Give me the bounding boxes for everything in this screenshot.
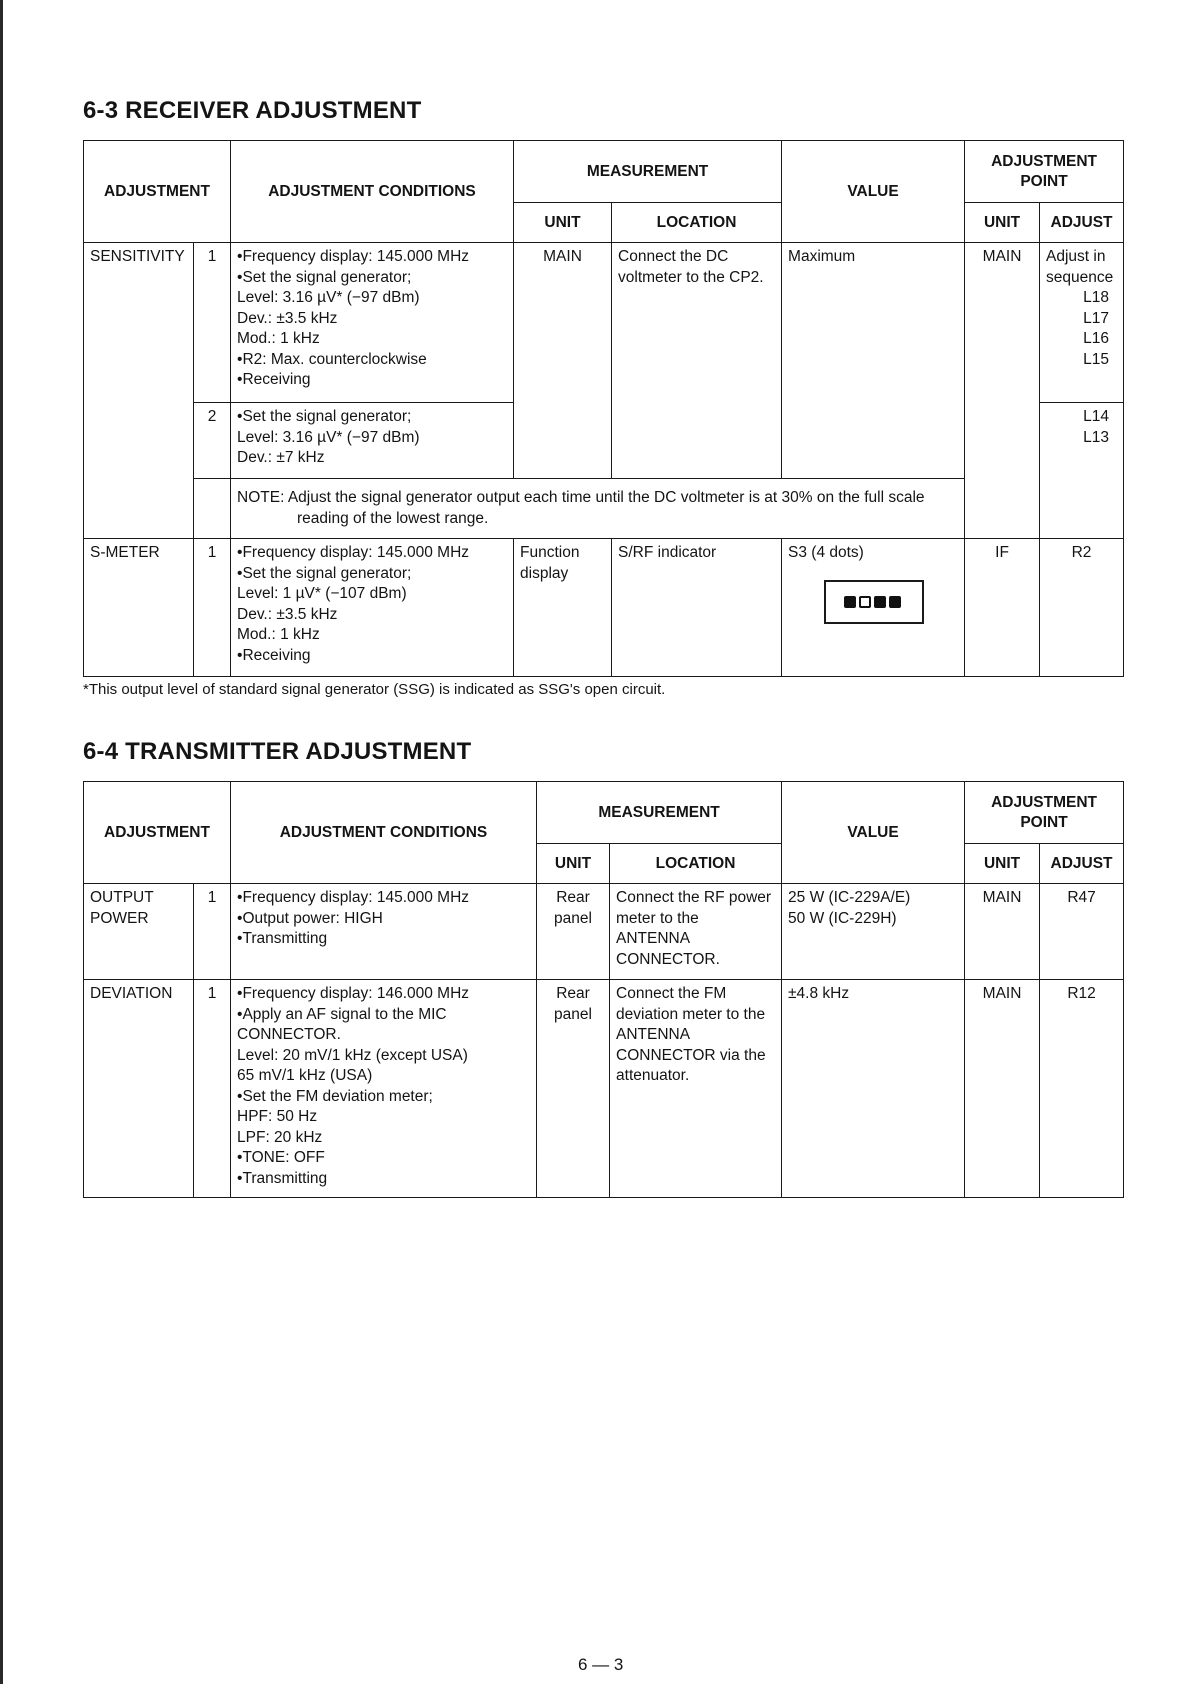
condition-line: •Receiving bbox=[237, 646, 311, 664]
sensitivity-point-unit: MAIN bbox=[965, 243, 1040, 539]
smeter-value-text: S3 (4 dots) bbox=[788, 544, 864, 561]
meter-dot bbox=[844, 596, 856, 608]
output-power-label: OUTPUT POWER bbox=[84, 884, 194, 980]
smeter-label: S-METER bbox=[84, 539, 194, 677]
page-number: 6 — 3 bbox=[578, 1655, 624, 1674]
header-unit: UNIT bbox=[537, 844, 610, 884]
sensitivity-note bbox=[231, 479, 965, 539]
condition-line: •Frequency display: 145.000 MHz bbox=[237, 248, 470, 265]
condition-line: •Frequency display: 145.000 MHz bbox=[237, 544, 470, 561]
adjust-line: L14 bbox=[1083, 408, 1110, 425]
header-conditions: ADJUSTMENT CONDITIONS bbox=[231, 782, 537, 884]
header-adjustment-point: ADJUSTMENT POINT bbox=[965, 782, 1124, 844]
header-adjustment-point: ADJUSTMENT POINT bbox=[965, 141, 1124, 203]
transmitter-heading: 6-4 TRANSMITTER ADJUSTMENT bbox=[83, 738, 472, 765]
adjust-line: L13 bbox=[1083, 428, 1110, 446]
output-power-location: Connect the RF power meter to the ANTENNA CONNECTOR. bbox=[610, 884, 782, 980]
value-line: 50 W (IC-229H) bbox=[788, 909, 897, 927]
s-meter-indicator-icon bbox=[824, 580, 924, 624]
receiver-footnote: *This output level of standard signal generator (SSG) is indicated as SSG's open circuit. bbox=[83, 681, 666, 698]
deviation-num: 1 bbox=[194, 980, 231, 1198]
sensitivity-step2-conditions bbox=[231, 403, 514, 479]
meter-dot bbox=[859, 596, 871, 608]
condition-line: Level: 3.16 µV* (−97 dBm) bbox=[237, 428, 420, 446]
condition-line: •Output power: HIGH bbox=[237, 909, 383, 927]
deviation-point-unit: MAIN bbox=[965, 980, 1040, 1198]
condition-line: 65 mV/1 kHz (USA) bbox=[237, 1067, 373, 1084]
smeter-conditions bbox=[231, 539, 514, 677]
adjust-line: L15 bbox=[1083, 350, 1110, 368]
header-point-unit: UNIT bbox=[965, 844, 1040, 884]
header-location: LOCATION bbox=[610, 844, 782, 884]
page-edge-line bbox=[0, 0, 3, 1684]
smeter-num: 1 bbox=[194, 539, 231, 677]
sensitivity-label: SENSITIVITY bbox=[84, 243, 194, 403]
receiver-table bbox=[83, 140, 1124, 677]
condition-line: •Transmitting bbox=[237, 930, 328, 947]
condition-line: •Set the FM deviation meter; bbox=[237, 1087, 433, 1105]
smeter-unit: Function display bbox=[514, 539, 612, 677]
header-adjustment: ADJUSTMENT bbox=[84, 782, 231, 884]
header-adjustment: ADJUSTMENT bbox=[84, 141, 231, 243]
output-power-value bbox=[782, 884, 965, 980]
smeter-value bbox=[782, 539, 965, 677]
deviation-location: Connect the FM deviation meter to the ANTENNA CONNECTOR via the attenuator. bbox=[610, 980, 782, 1198]
condition-line: •Receiving bbox=[237, 371, 311, 388]
note-line: NOTE: Adjust the signal generator output each time until the DC voltmeter is at 30% on the full scale bbox=[237, 489, 925, 506]
adjust-line: Adjust in bbox=[1046, 248, 1106, 265]
condition-line: Level: 3.16 µV* (−97 dBm) bbox=[237, 289, 420, 306]
sensitivity-label-cont bbox=[84, 479, 194, 539]
condition-line: •Apply an AF signal to the MIC bbox=[237, 1005, 447, 1023]
smeter-adjust: R2 bbox=[1040, 539, 1124, 677]
header-measurement: MEASUREMENT bbox=[537, 782, 782, 844]
deviation-conditions bbox=[231, 980, 537, 1198]
condition-line: •Frequency display: 146.000 MHz bbox=[237, 985, 470, 1002]
condition-line: •Set the signal generator; bbox=[237, 564, 412, 582]
sensitivity-step2-adjust bbox=[1040, 403, 1124, 539]
condition-line: Dev.: ±7 kHz bbox=[237, 449, 325, 466]
adjust-line: L18 bbox=[1083, 289, 1110, 306]
condition-line: Mod.: 1 kHz bbox=[237, 626, 320, 643]
header-point-unit: UNIT bbox=[965, 203, 1040, 243]
condition-line: CONNECTOR. bbox=[237, 1026, 341, 1043]
condition-line: LPF: 20 kHz bbox=[237, 1128, 323, 1146]
smeter-location: S/RF indicator bbox=[612, 539, 782, 677]
condition-line: •TONE: OFF bbox=[237, 1149, 325, 1166]
condition-line: •Set the signal generator; bbox=[237, 268, 412, 286]
condition-line: •Transmitting bbox=[237, 1169, 328, 1187]
header-value: VALUE bbox=[782, 141, 965, 243]
output-power-adjust: R47 bbox=[1040, 884, 1124, 980]
adjust-line: sequence bbox=[1046, 268, 1114, 286]
output-power-point-unit: MAIN bbox=[965, 884, 1040, 980]
sensitivity-step1-conditions bbox=[231, 243, 514, 403]
sensitivity-step2-num: 2 bbox=[194, 403, 231, 479]
sensitivity-value: Maximum bbox=[782, 243, 965, 479]
value-line: 25 W (IC-229A/E) bbox=[788, 889, 911, 906]
meter-dot bbox=[874, 596, 886, 608]
sensitivity-location: Connect the DC voltmeter to the CP2. bbox=[612, 243, 782, 479]
receiver-heading: 6-3 RECEIVER ADJUSTMENT bbox=[83, 97, 422, 124]
condition-line: Mod.: 1 kHz bbox=[237, 330, 320, 347]
condition-line: Dev.: ±3.5 kHz bbox=[237, 309, 338, 327]
condition-line: •Set the signal generator; bbox=[237, 408, 412, 425]
output-power-num: 1 bbox=[194, 884, 231, 980]
sensitivity-label-cont bbox=[84, 403, 194, 479]
deviation-label: DEVIATION bbox=[84, 980, 194, 1198]
condition-line: Dev.: ±3.5 kHz bbox=[237, 605, 338, 623]
header-location: LOCATION bbox=[612, 203, 782, 243]
meter-dot bbox=[889, 596, 901, 608]
header-unit: UNIT bbox=[514, 203, 612, 243]
note-spacer bbox=[194, 479, 231, 539]
adjust-line: L16 bbox=[1083, 330, 1110, 347]
condition-line: HPF: 50 Hz bbox=[237, 1108, 318, 1125]
condition-line: •R2: Max. counterclockwise bbox=[237, 350, 427, 368]
condition-line: Level: 20 mV/1 kHz (except USA) bbox=[237, 1046, 468, 1064]
sensitivity-step1-num: 1 bbox=[194, 243, 231, 403]
transmitter-table bbox=[83, 781, 1124, 1198]
output-power-conditions bbox=[231, 884, 537, 980]
sensitivity-unit: MAIN bbox=[514, 243, 612, 479]
condition-line: •Frequency display: 145.000 MHz bbox=[237, 889, 470, 906]
deviation-adjust: R12 bbox=[1040, 980, 1124, 1198]
note-line: reading of the lowest range. bbox=[297, 509, 489, 527]
header-measurement: MEASUREMENT bbox=[514, 141, 782, 203]
adjust-line: L17 bbox=[1083, 309, 1110, 327]
deviation-value: ±4.8 kHz bbox=[782, 980, 965, 1198]
sensitivity-step1-adjust bbox=[1040, 243, 1124, 403]
deviation-unit: Rear panel bbox=[537, 980, 610, 1198]
header-value: VALUE bbox=[782, 782, 965, 884]
header-adjust: ADJUST bbox=[1040, 203, 1124, 243]
condition-line: Level: 1 µV* (−107 dBm) bbox=[237, 585, 407, 602]
smeter-point-unit: IF bbox=[965, 539, 1040, 677]
header-adjust: ADJUST bbox=[1040, 844, 1124, 884]
output-power-unit: Rear panel bbox=[537, 884, 610, 980]
header-conditions: ADJUSTMENT CONDITIONS bbox=[231, 141, 514, 243]
